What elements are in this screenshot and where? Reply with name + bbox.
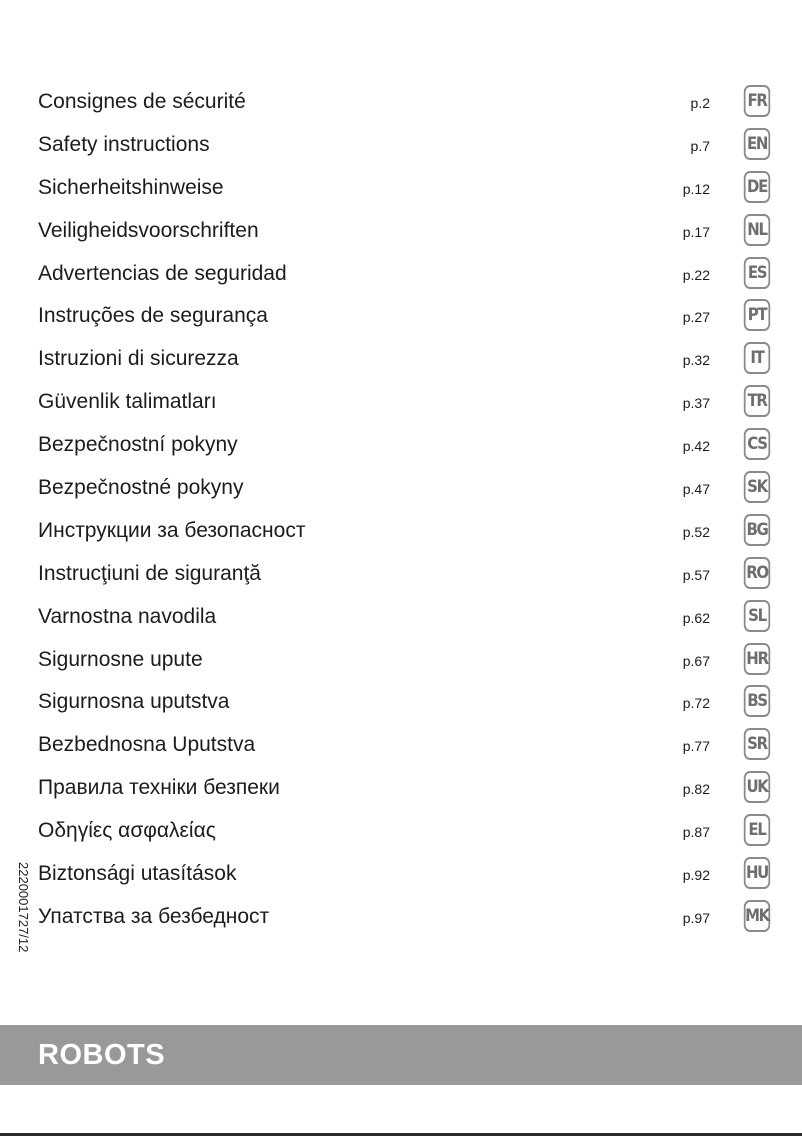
toc-page-number: p.42 xyxy=(682,438,710,455)
toc-page-number: p.22 xyxy=(682,266,710,283)
toc-row-sl[interactable] xyxy=(0,595,802,638)
toc-page-number: p.67 xyxy=(682,652,710,669)
toc-page-number: p.2 xyxy=(690,95,710,111)
toc-title: Veiligheidsvoorschriften xyxy=(38,218,259,242)
toc-title: Varnostna navodila xyxy=(38,604,217,628)
language-badge: DE xyxy=(744,171,770,203)
toc-row-tr[interactable] xyxy=(0,380,802,423)
toc-page-number: p.27 xyxy=(682,309,710,326)
toc-page-number: p.72 xyxy=(682,695,710,712)
language-badge: IT xyxy=(744,342,770,374)
language-badge: SR xyxy=(744,728,770,760)
toc-row-bs[interactable] xyxy=(0,680,802,723)
toc-page-number: p.82 xyxy=(682,781,710,798)
toc-title: Bezbednosna Uputstva xyxy=(38,733,256,757)
toc-title: Güvenlik talimatları xyxy=(38,390,217,414)
toc-row-sr[interactable] xyxy=(0,723,802,766)
toc-row-mk[interactable] xyxy=(0,895,802,938)
toc-title: Sicherheitshinweise xyxy=(38,175,224,199)
toc-title: Sigurnosne upute xyxy=(38,647,203,671)
toc-title: Biztonsági utasítások xyxy=(38,862,237,886)
toc-title: Sigurnosna uputstva xyxy=(38,690,230,714)
language-badge: CS xyxy=(744,428,770,460)
toc-title: Правила техніки безпеки xyxy=(38,776,280,800)
toc-row-ro[interactable] xyxy=(0,552,802,595)
toc-row-en[interactable] xyxy=(0,123,802,166)
toc-row-bg[interactable] xyxy=(0,509,802,552)
toc-row-uk[interactable] xyxy=(0,766,802,809)
toc-page-number: p.12 xyxy=(682,180,710,197)
toc-page-number: p.7 xyxy=(690,137,710,154)
language-badge: RO xyxy=(744,557,770,589)
language-badge: HR xyxy=(744,643,770,675)
document-code: 2220001727/12 xyxy=(16,862,31,953)
toc-title: Consignes de sécurité xyxy=(38,90,246,113)
toc-title: Istruzioni di sicurezza xyxy=(38,347,239,371)
toc-title: Bezpečnostní pokyny xyxy=(38,433,238,457)
language-badge: FR xyxy=(744,85,770,117)
toc-row-hu[interactable] xyxy=(0,852,802,895)
toc-page-number: p.62 xyxy=(682,609,710,626)
language-badge: PT xyxy=(744,299,770,331)
table-of-contents xyxy=(0,80,802,938)
toc-page-number: p.87 xyxy=(682,824,710,841)
language-badge: MK xyxy=(744,900,770,932)
language-badge: HU xyxy=(744,857,770,889)
toc-title: Advertencias de seguridad xyxy=(38,261,287,285)
toc-page-number: p.92 xyxy=(682,867,710,884)
language-badge: TR xyxy=(744,385,770,417)
toc-page-number: p.57 xyxy=(682,566,710,583)
toc-title: Safety instructions xyxy=(38,132,210,156)
footer-brand-label: ROBOTS xyxy=(38,1039,166,1071)
toc-page-number: p.17 xyxy=(682,223,710,240)
toc-title: Bezpečnostné pokyny xyxy=(38,476,244,500)
toc-row-el[interactable] xyxy=(0,809,802,852)
toc-page-number: p.52 xyxy=(682,523,710,540)
toc-row-it[interactable] xyxy=(0,337,802,380)
toc-title: Instruções de segurança xyxy=(38,304,268,328)
toc-page-number: p.77 xyxy=(682,738,710,755)
language-badge: NL xyxy=(744,214,770,246)
language-badge: BG xyxy=(744,514,770,546)
toc-page-number: p.47 xyxy=(682,481,710,498)
toc-title: Инструкции за безопасност xyxy=(38,518,306,542)
toc-row-de[interactable] xyxy=(0,166,802,209)
toc-title: Instrucţiuni de siguranţă xyxy=(38,561,261,585)
toc-row-cs[interactable] xyxy=(0,423,802,466)
language-badge: UK xyxy=(744,771,770,803)
toc-title: Упатства за безбедност xyxy=(38,904,270,928)
footer-band xyxy=(0,1025,802,1085)
toc-page-number: p.32 xyxy=(682,352,710,369)
language-badge: SL xyxy=(744,600,770,632)
toc-row-nl[interactable] xyxy=(0,209,802,252)
toc-title: Οδηγίες ασφαλείας xyxy=(38,819,216,843)
language-badge: EN xyxy=(744,128,770,160)
language-badge: BS xyxy=(744,685,770,717)
toc-page-number: p.97 xyxy=(682,909,710,926)
language-badge: SK xyxy=(744,471,770,503)
toc-row-es[interactable] xyxy=(0,252,802,295)
language-badge: EL xyxy=(744,814,770,846)
language-badge: ES xyxy=(744,257,770,289)
toc-page-number: p.37 xyxy=(682,395,710,412)
toc-row-hr[interactable] xyxy=(0,638,802,681)
toc-row-pt[interactable] xyxy=(0,294,802,337)
toc-row-sk[interactable] xyxy=(0,466,802,509)
toc-row-fr[interactable] xyxy=(0,80,802,123)
